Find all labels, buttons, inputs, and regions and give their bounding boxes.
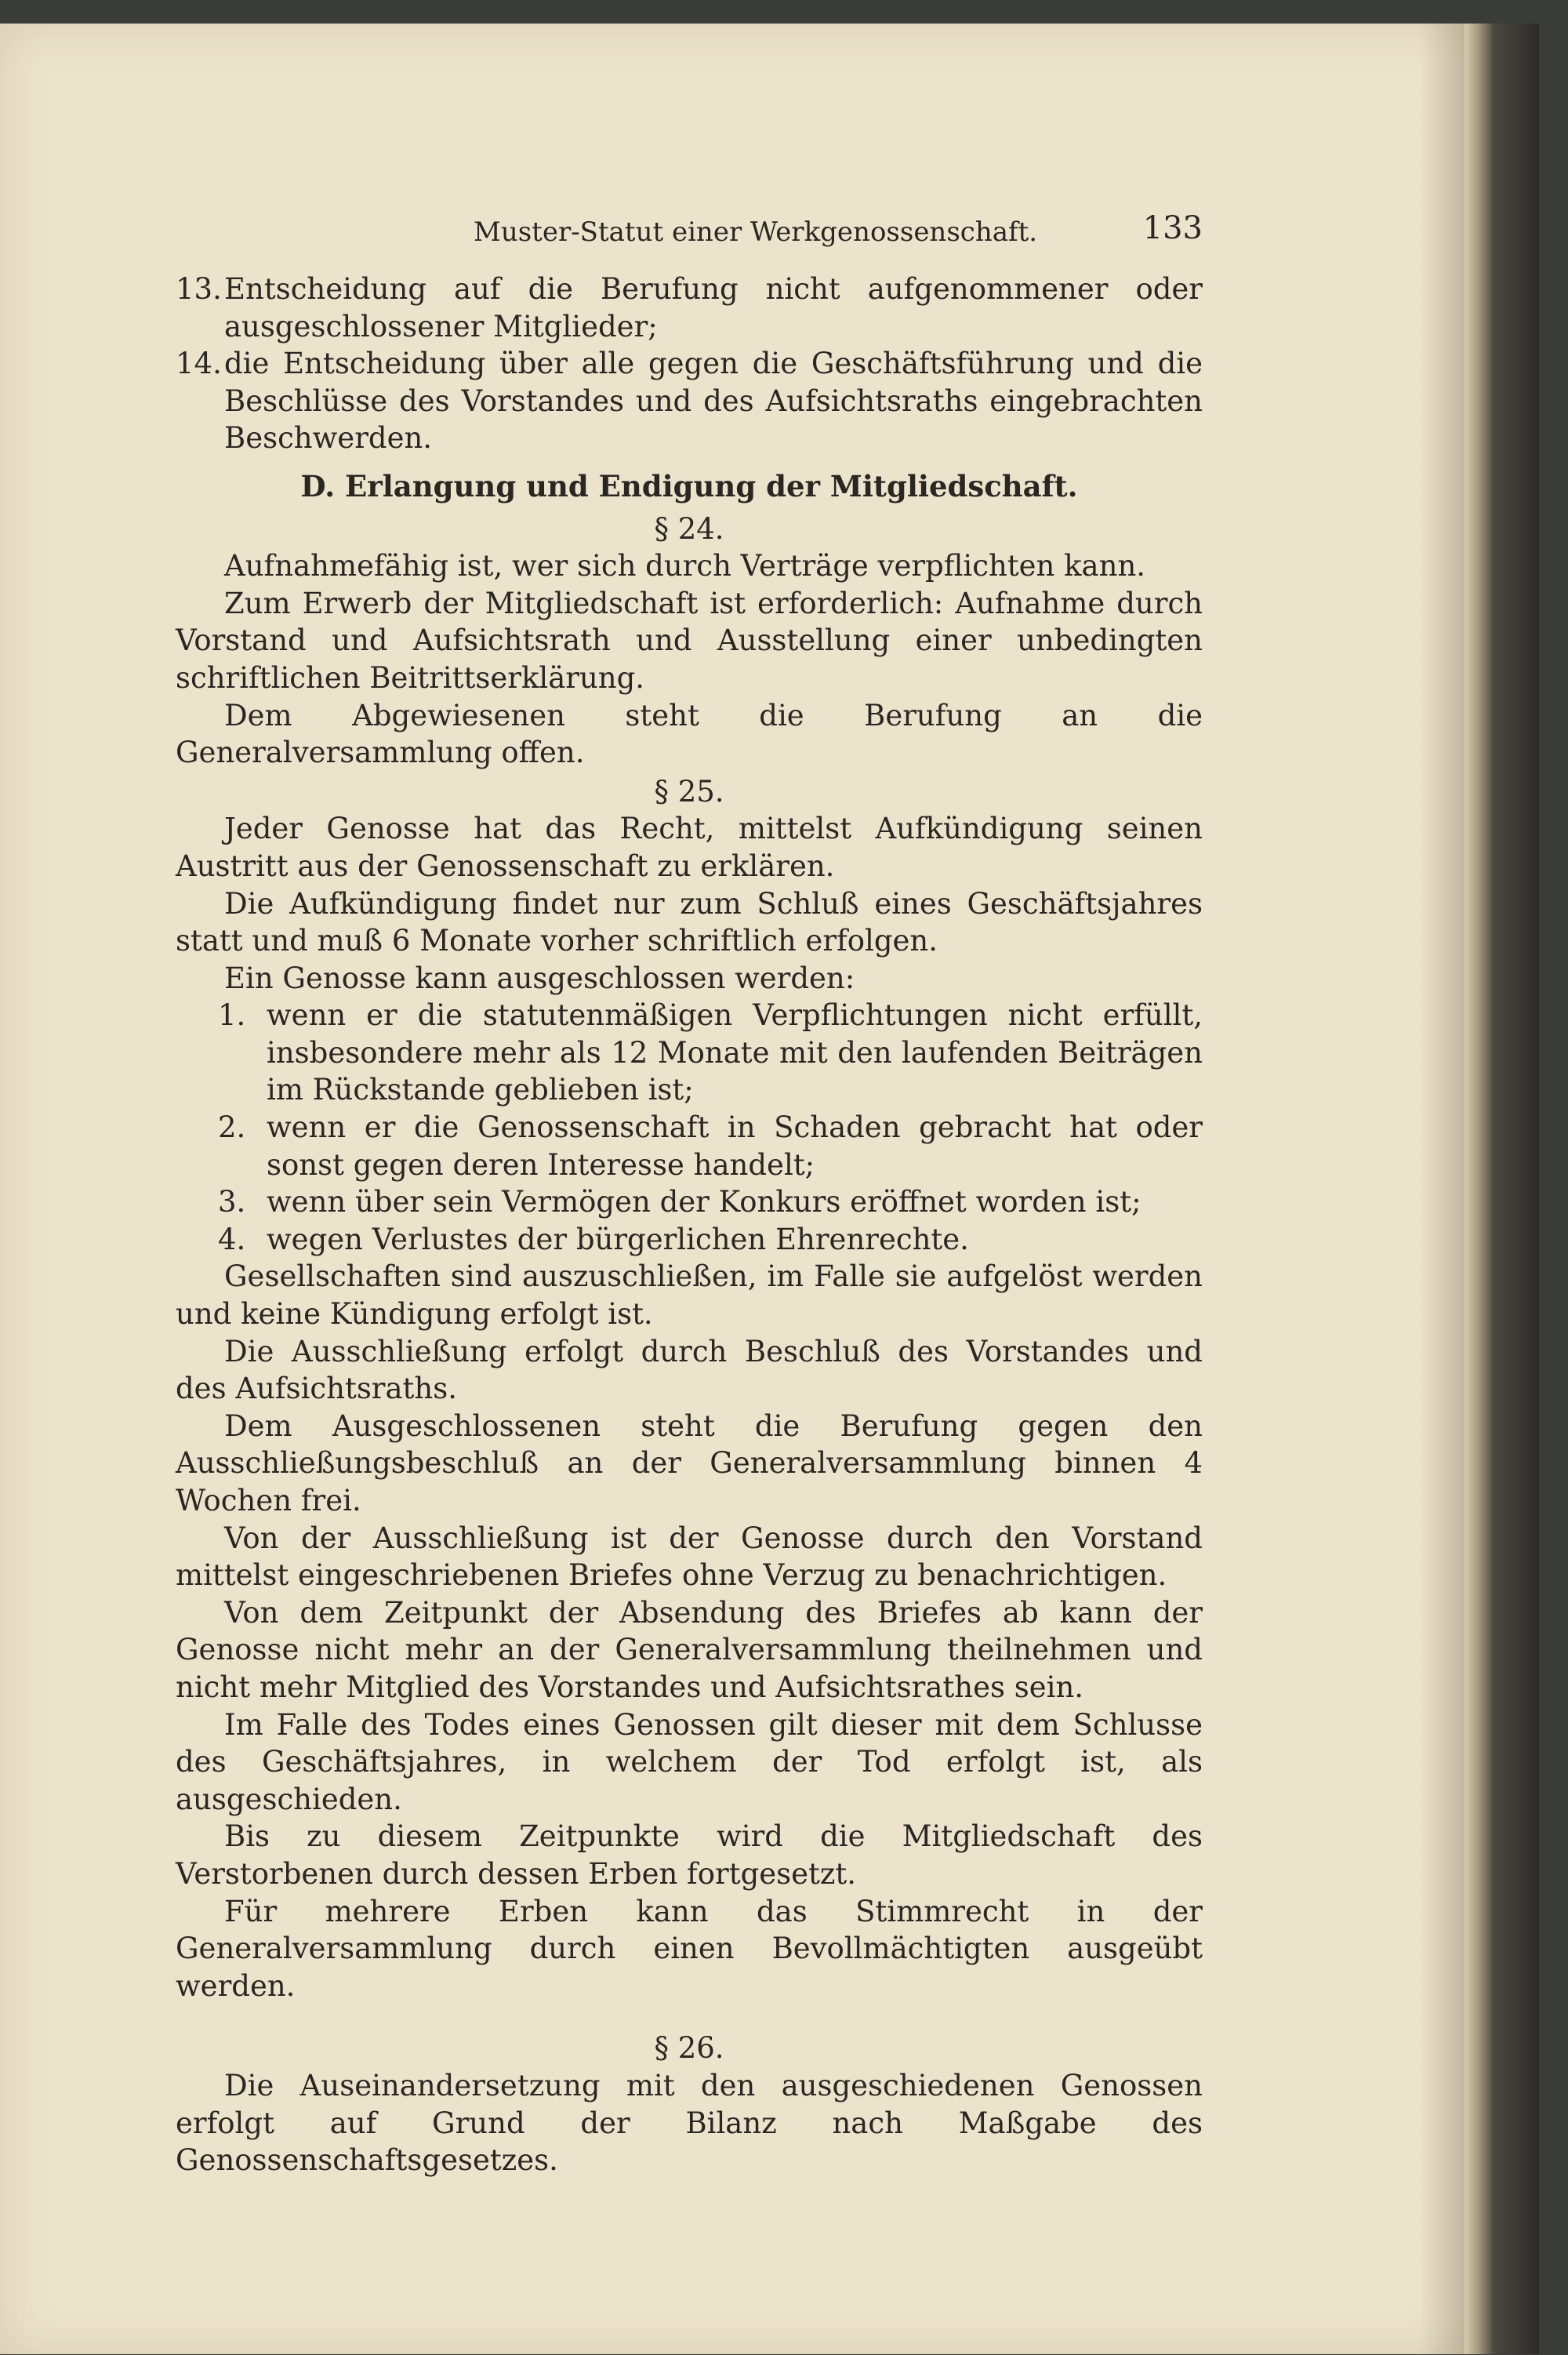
paragraph: Aufnahmefähig ist, wer sich durch Verträge verpflichten kann. [224, 549, 1146, 583]
paragraph: Die Auseinandersetzung mit den ausgeschiedenen Genossen erfolgt auf Grund der Bilanz nach Maßgabe des Genossenschaftsgesetzes. [176, 2068, 1203, 2178]
page-number: 133 [1142, 210, 1203, 246]
list-item [176, 1221, 1203, 1259]
item-text: Entscheidung auf die Berufung nicht aufgenommener oder ausgeschlossener Mitglieder; [224, 272, 1203, 343]
list-item [176, 345, 1203, 457]
item-text: wegen Verlustes der bürgerlichen Ehrenrechte. [267, 1222, 969, 1256]
paragraph: Für mehrere Erben kann das Stimmrecht in der Generalversammlung durch einen Bevollmächtigten ausgeübt werden. [176, 1894, 1203, 2003]
list-item [176, 1183, 1203, 1221]
paragraph: Ein Genosse kann ausgeschlossen werden: [224, 961, 855, 995]
item-text: wenn er die statutenmäßigen Verpflichtungen nicht erfüllt, insbesondere mehr als 12 Monate mit den laufenden Beiträgen im Rückstande geblieben ist; [267, 998, 1203, 1107]
item-text: wenn er die Genossenschaft in Schaden gebracht hat oder sonst gegen deren Interesse handelt; [267, 1110, 1203, 1182]
list-item [176, 271, 1203, 345]
item-text: wenn über sein Vermögen der Konkurs eröffnet worden ist; [267, 1185, 1142, 1219]
section-heading: D. Erlangung und Endigung der Mitgliedschaft. [300, 468, 1078, 503]
paragraph: Von dem Zeitpunkt der Absendung des Briefes ab kann der Genosse nicht mehr an der Generalversammlung theilnehmen und nicht mehr Mitglied des Vorstandes und Aufsichtsrathes sein. [176, 1595, 1203, 1704]
spacer [176, 2004, 1203, 2028]
book-binding [1465, 24, 1539, 2354]
list-item [176, 997, 1203, 1109]
list-item [176, 1109, 1203, 1183]
paragraph: Die Aufkündigung findet nur zum Schluß eines Geschäftsjahres statt und muß 6 Monate vorher schriftlich erfolgen. [176, 886, 1203, 958]
page-body [176, 271, 1203, 2179]
paragraph: Von der Ausschließung ist der Genosse durch den Vorstand mittelst eingeschriebenen Briefes ohne Verzug zu benachrichtigen. [176, 1521, 1203, 1593]
item-number: 13. [176, 272, 222, 306]
item-number: 1. [218, 998, 246, 1033]
paragraph: Im Falle des Todes eines Genossen gilt dieser mit dem Schlusse des Geschäftsjahres, in welchem der Tod erfolgt ist, als ausgeschieden. [176, 1707, 1203, 1816]
paragraph: Jeder Genosse hat das Recht, mittelst Aufkündigung seinen Austritt aus der Genossenschaft zu erklären. [176, 812, 1203, 883]
paragraph: Dem Ausgeschlossenen steht die Berufung gegen den Ausschließungsbeschluß an der Generalversammlung binnen 4 Wochen frei. [176, 1408, 1203, 1517]
item-number: 3. [218, 1185, 246, 1219]
paragraph: Bis zu diesem Zeitpunkte wird die Mitgliedschaft des Verstorbenen durch dessen Erben fortgesetzt. [176, 1819, 1203, 1891]
paragraph: Gesellschaften sind auszuschließen, im Falle sie aufgelöst werden und keine Kündigung erfolgt ist. [176, 1259, 1203, 1332]
paragraph: Die Ausschließung erfolgt durch Beschluß des Vorstandes und des Aufsichtsraths. [176, 1334, 1203, 1406]
item-number: 2. [218, 1110, 246, 1145]
header-title: Muster-Statut einer Werkgenossenschaft. [474, 216, 1038, 248]
paragraph-sign-24: § 24. [654, 511, 724, 546]
item-number: 14. [176, 347, 222, 381]
running-header [176, 210, 1203, 257]
paragraph: Dem Abgewiesenen steht die Berufung an die Generalversammlung offen. [176, 698, 1203, 770]
paragraph-sign-25: § 25. [654, 774, 724, 809]
item-text: die Entscheidung über alle gegen die Geschäftsführung und die Beschlüsse des Vorstandes und des Aufsichtsraths eingebrachten Beschwerden. [224, 347, 1203, 456]
paragraph: Zum Erwerb der Mitgliedschaft ist erforderlich: Aufnahme durch Vorstand und Aufsichtsrath und Ausstellung einer unbedingten schriftlichen Beitrittserklärung. [176, 586, 1203, 695]
paragraph-sign-26: § 26. [654, 2031, 724, 2066]
item-number: 4. [218, 1222, 246, 1256]
